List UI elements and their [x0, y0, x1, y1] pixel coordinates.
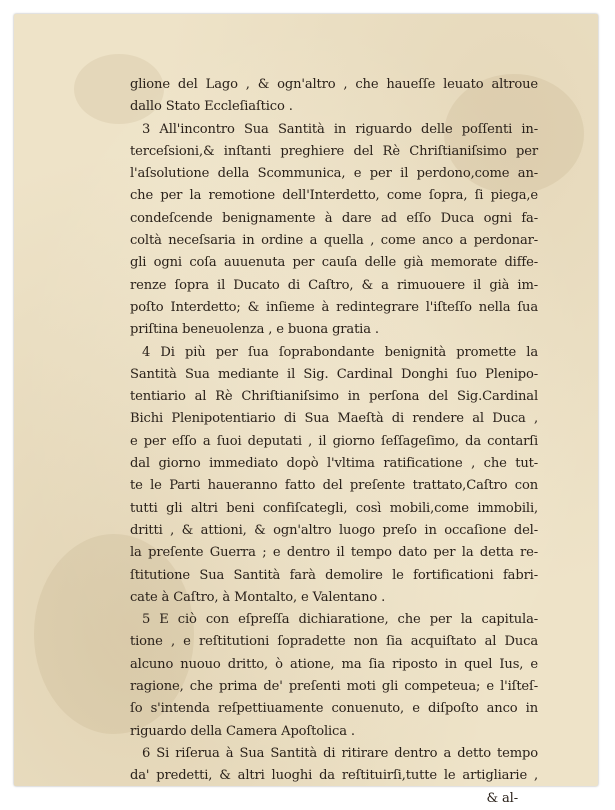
text-line: ragione, che prima de' preſenti moti gli competeua; e l'iſteſ- [130, 679, 538, 695]
text-line: poſto Interdetto; & inſieme à redintegrare l'iſteſſo nella ſua [130, 299, 538, 315]
catchword: & al- [486, 790, 518, 806]
text-line: 6 Si riſerua à Sua Santità di ritirare dentro a detto tempo [142, 745, 538, 761]
text-line: Santità Sua mediante il Sig. Cardinal Donghi ſuo Plenipo- [130, 366, 538, 382]
text-line: gli ogni coſa auuenuta per cauſa delle già memorate diffe- [130, 255, 538, 271]
paragraph [130, 342, 538, 610]
text-line: 4 Di più per ſua ſoprabondante benignità promette la [142, 344, 538, 360]
text-line: tutti gli altri beni confiſcategli, così mobili,come immobili, [130, 500, 538, 516]
paragraph [130, 609, 538, 743]
text-line: renze ſopra il Ducato di Caſtro, & a rimuouere il già im- [130, 277, 538, 293]
paragraph [130, 119, 538, 342]
text-line: cate à Caſtro, à Montalto, e Valentano . [130, 589, 386, 605]
text-line: riguardo della Camera Apoſtolica . [130, 723, 355, 739]
text-line: 3 All'incontro Sua Santità in riguardo delle poſſenti in- [142, 121, 538, 137]
text-line: tentiario al Rè Chriſtianiſsimo in perſona del Sig.Cardinal [130, 389, 538, 405]
text-line: da' predetti, & altri luoghi da reſtituirſi,tutte le artigliarie , [130, 768, 538, 784]
text-line: la preſente Guerra ; e dentro il tempo dato per la detta re- [130, 545, 538, 561]
text-line: terceſsioni,& inſtanti preghiere del Rè Chriſtianiſsimo per [130, 143, 538, 159]
text-line: ſo s'intenda reſpettiuamente conuenuto, e diſpoſto anco in [130, 701, 538, 717]
text-line: l'aſsolutione della Scommunica, e per il perdono,come an- [130, 166, 538, 182]
text-line: e per eſſo a ſuoi deputati , il giorno ſeſſageſimo, da contarſi [130, 433, 538, 449]
text-line: che per la remotione dell'Interdetto, come ſopra, ſi piega,e [130, 188, 538, 204]
text-line: condeſcende benignamente à dare ad eſſo Duca ogni fa- [130, 210, 538, 226]
document-body [130, 74, 538, 810]
paragraph [130, 74, 538, 119]
text-line: coltà neceſsaria in ordine a quella , come anco a perdonar- [130, 233, 538, 249]
text-line: dal giorno immediato dopò l'vltima ratificatione , che tut- [130, 456, 538, 472]
text-line: glione del Lago , & ogn'altro , che haueſſe leuato altroue [130, 77, 538, 92]
text-line: te le Parti haueranno fatto del preſente trattato,Caſtro con [130, 478, 538, 494]
text-line: Bichi Plenipotentiario di Sua Maeſtà di rendere al Duca , [130, 411, 538, 427]
text-line: tione , e reſtitutioni ſopradette non ſia acquiſtato al Duca [130, 634, 538, 650]
text-line: dritti , & attioni, & ogn'altro luogo preſo in occaſione del- [130, 522, 538, 538]
text-line: alcuno nuouo dritto, ò atione, ma ſia riposto in quel Ius, e [130, 656, 538, 672]
text-line: priſtina beneuolenza , e buona gratia . [130, 322, 379, 338]
text-line: 5 E ciò con eſpreſſa dichiaratione, che per la capitula- [142, 612, 538, 628]
paragraph [130, 743, 538, 788]
text-line: ſtitutione Sua Santità farà demolire le fortificationi fabri- [130, 567, 538, 583]
text-line: dallo Stato Eccleſiaſtico . [130, 99, 293, 115]
